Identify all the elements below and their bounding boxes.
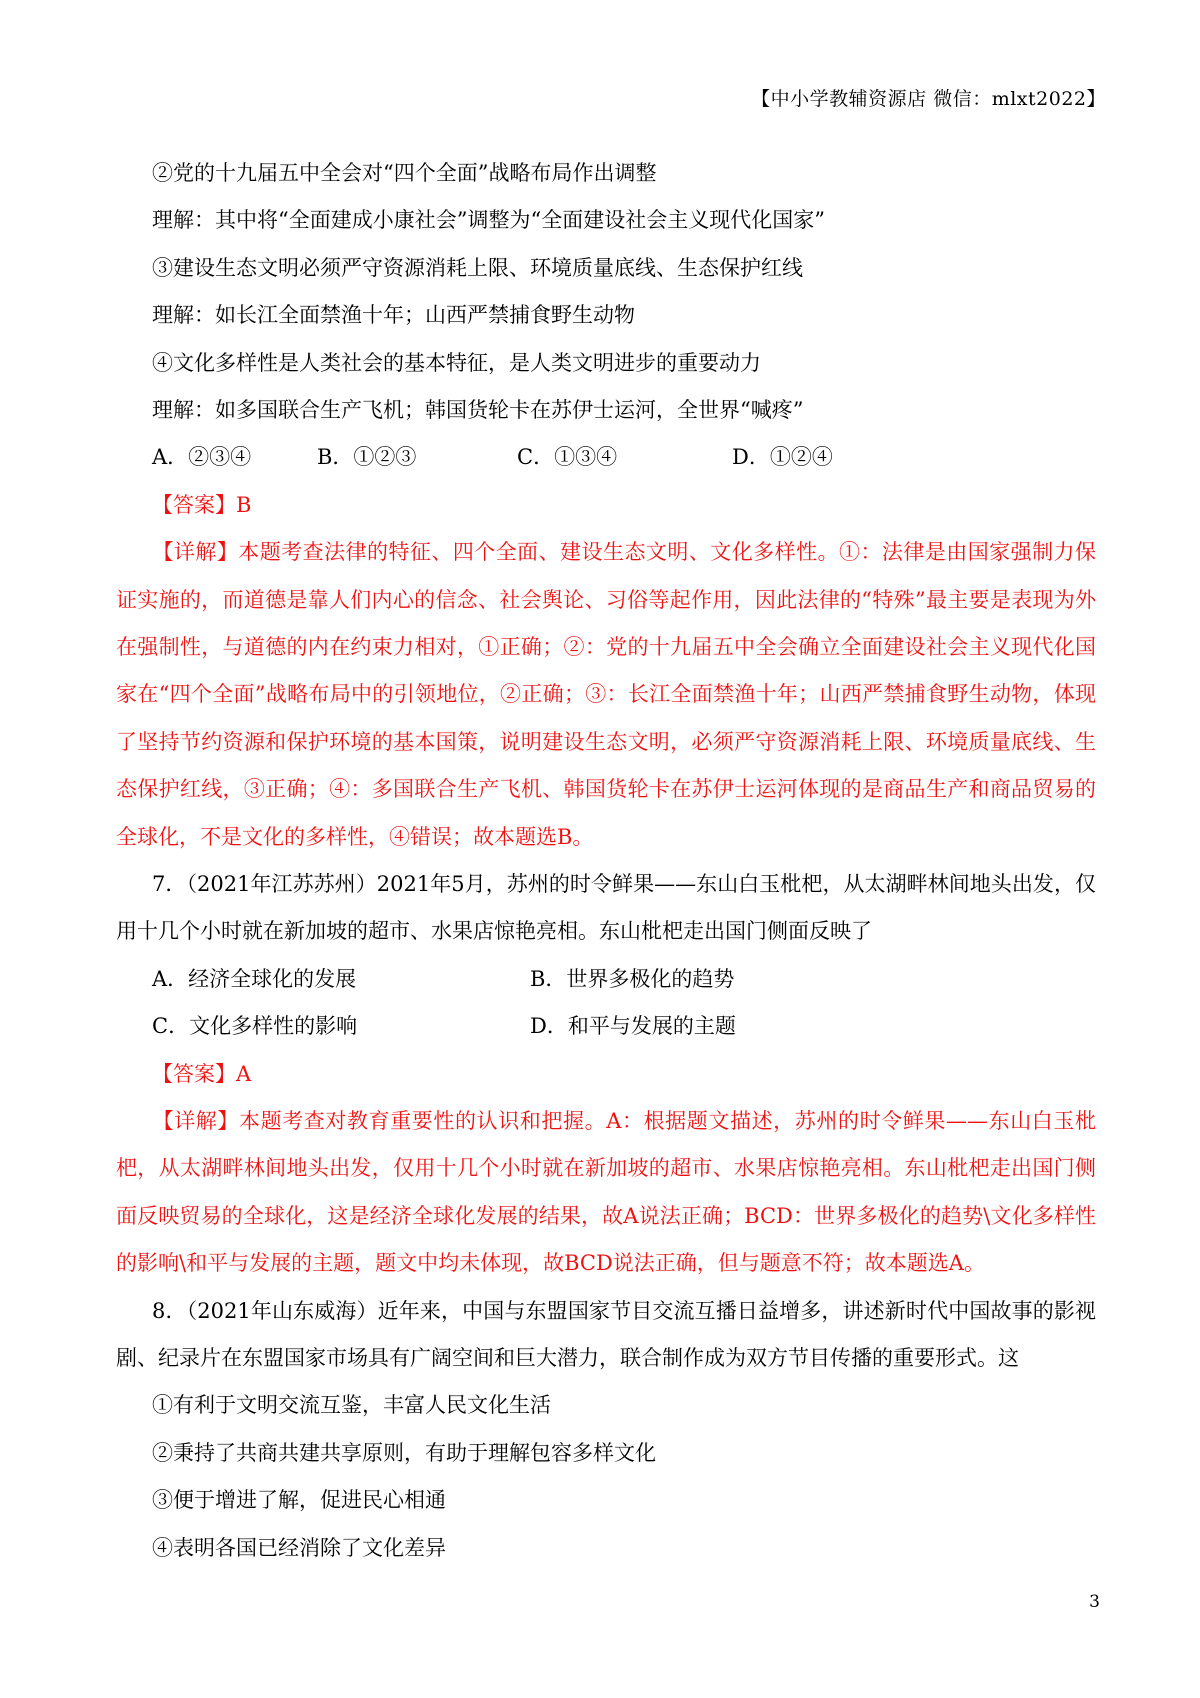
- q6-explain-3: 理解：如长江全面禁渔十年；山西严禁捕食野生动物: [152, 303, 635, 328]
- q6-options: [116, 434, 1096, 481]
- q7-answer: 【答案】A: [152, 1061, 252, 1086]
- q6-explain-4: 理解：如多国联合生产飞机；韩国货轮卡在苏伊士运河，全世界“喊疼”: [152, 397, 804, 422]
- q8-stem: [116, 1288, 1096, 1383]
- q6-item-3: ③建设生态文明必须严守资源消耗上限、环境质量底线、生态保护红线: [152, 255, 803, 280]
- q8-item-4: ④表明各国已经消除了文化差异: [152, 1535, 446, 1560]
- q8-item-1: ①有利于文明交流互鉴，丰富人民文化生活: [152, 1393, 551, 1418]
- q7-detail: [116, 1098, 1096, 1288]
- q6-item-2: ②党的十九届五中全会对“四个全面”战略布局作出调整: [152, 161, 657, 185]
- q7-option-b: B．世界多极化的趋势: [530, 966, 735, 991]
- q8-item-2: ②秉持了共商共建共享原则，有助于理解包容多样文化: [152, 1440, 656, 1465]
- q6-answer: 【答案】B: [152, 492, 252, 517]
- q7-options-row-2: [116, 1003, 1096, 1050]
- q7-stem-text: 7．（2021年江苏苏州）2021年5月，苏州的时令鲜果——东山白玉枇杷，从太湖畔林间地头出发，仅用十几个小时就在新加坡的超市、水果店惊艳亮相。东山枇杷走出国门侧面反映了: [116, 871, 1096, 944]
- q6-item-4: ④文化多样性是人类社会的基本特征，是人类文明进步的重要动力: [152, 350, 761, 375]
- q8-stem-text: 8．（2021年山东威海）近年来，中国与东盟国家节目交流互播日益增多，讲述新时代中国故事的影视剧、纪录片在东盟国家市场具有广阔空间和巨大潜力，联合制作成为双方节目传播的重要形式。这: [116, 1298, 1096, 1370]
- q6-option-a: A．②③④: [152, 445, 252, 470]
- page-header: 【中小学教辅资源店 微信：mlxt2022】: [751, 88, 1106, 110]
- page-number: 3: [1089, 1592, 1100, 1612]
- q6-option-d: D．①②④: [732, 445, 833, 470]
- q8-item-3: ③便于增进了解，促进民心相通: [152, 1488, 446, 1513]
- q7-option-a: A．经济全球化的发展: [152, 966, 357, 991]
- q6-explain-2: 理解：其中将“全面建成小康社会”调整为“全面建设社会主义现代化国家”: [152, 208, 825, 233]
- q7-options-row-1: [116, 956, 1096, 1003]
- q7-option-d: D．和平与发展的主题: [530, 1014, 736, 1039]
- q7-option-c: C．文化多样性的影响: [152, 1014, 358, 1039]
- q7-detail-text: 【详解】本题考查对教育重要性的认识和把握。A：根据题文描述，苏州的时令鲜果——东山白玉枇杷，从太湖畔林间地头出发，仅用十几个小时就在新加坡的超市、水果店惊艳亮相。东山枇杷走出国门侧面反映贸易的全球化，这是经济全球化发展的结果，故A说法正确；BCD：世界多极化的趋势\文化多样性的影响\和平与发展的主题，题文中均未体现，故BCD说法正确，但与题意不符；故本题选A。: [116, 1108, 1096, 1276]
- q7-stem: [116, 861, 1096, 956]
- page-content: [116, 150, 1096, 1572]
- q6-detail: [116, 529, 1096, 861]
- q6-option-c: C．①③④: [517, 445, 618, 470]
- q6-option-b: B．①②③: [317, 445, 417, 470]
- q6-detail-text: 【详解】本题考查法律的特征、四个全面、建设生态文明、文化多样性。①：法律是由国家强制力保证实施的，而道德是靠人们内心的信念、社会舆论、习俗等起作用，因此法律的“特殊”最主要是表现为外在强制性，与道德的内在约束力相对，①正确；②：党的十九届五中全会确立全面建设社会主义现代化国家在“四个全面”战略布局中的引领地位，②正确；③：长江全面禁渔十年；山西严禁捕食野生动物，体现了坚持节约资源和保护环境的基本国策，说明建设生态文明，必须严守资源消耗上限、环境质量底线、生态保护红线，③正确；④：多国联合生产飞机、韩国货轮卡在苏伊士运河体现的是商品生产和商品贸易的全球化，不是文化的多样性，④错误；故本题选B。: [116, 540, 1096, 849]
